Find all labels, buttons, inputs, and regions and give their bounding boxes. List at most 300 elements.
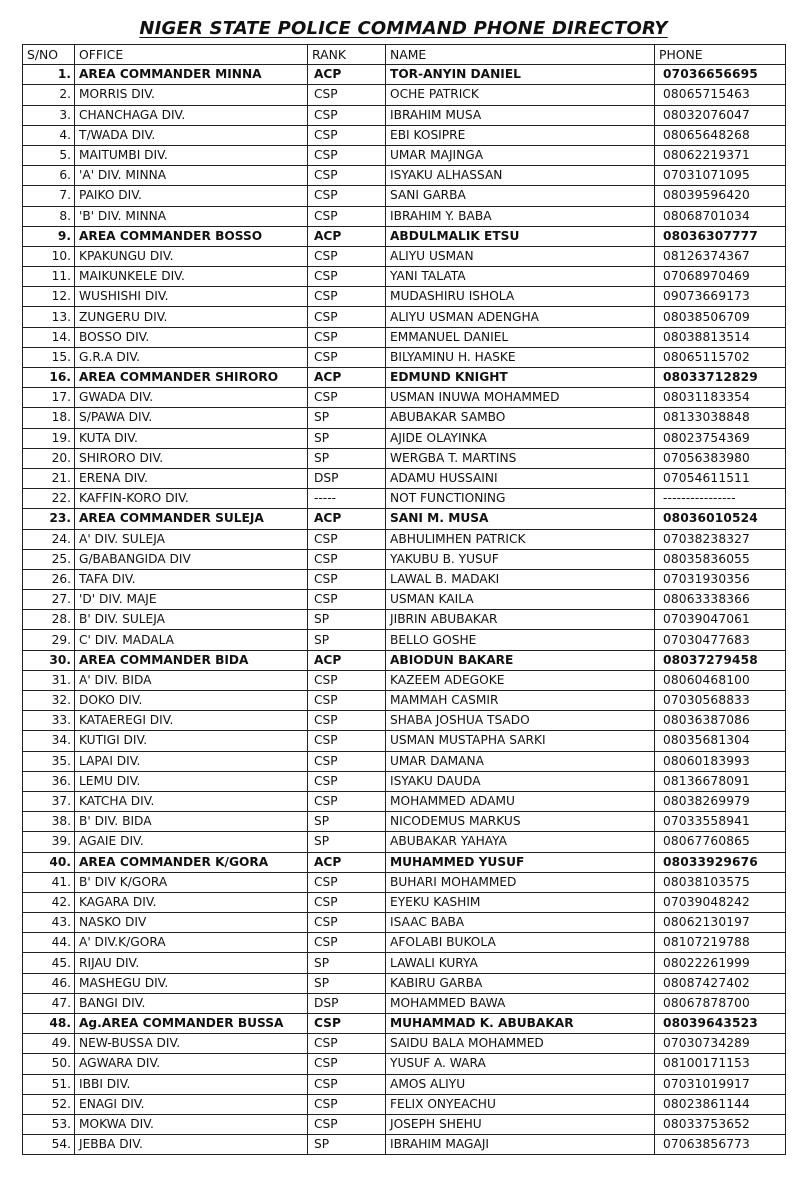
row-sno: 42. bbox=[23, 892, 75, 912]
row-rank: DSP bbox=[308, 993, 386, 1013]
row-rank: SP bbox=[308, 1135, 386, 1155]
row-phone: 08022261999 bbox=[655, 953, 786, 973]
row-phone: 07039048242 bbox=[655, 892, 786, 912]
row-sno: 3. bbox=[23, 105, 75, 125]
row-sno: 7. bbox=[23, 186, 75, 206]
row-rank: CSP bbox=[308, 1094, 386, 1114]
row-phone: 07030568833 bbox=[655, 691, 786, 711]
row-phone: 08060468100 bbox=[655, 670, 786, 690]
row-name: JOSEPH SHEHU bbox=[386, 1114, 655, 1134]
row-office: G/BABANGIDA DIV bbox=[75, 549, 308, 569]
row-sno: 45. bbox=[23, 953, 75, 973]
row-rank: CSP bbox=[308, 670, 386, 690]
row-rank: ACP bbox=[308, 226, 386, 246]
table-body bbox=[23, 65, 786, 1155]
table-row bbox=[23, 590, 786, 610]
row-rank: SP bbox=[308, 448, 386, 468]
row-phone: 08065648268 bbox=[655, 125, 786, 145]
table-row bbox=[23, 307, 786, 327]
row-rank: CSP bbox=[308, 913, 386, 933]
row-name: IBRAHIM MAGAJI bbox=[386, 1135, 655, 1155]
row-office: JEBBA DIV. bbox=[75, 1135, 308, 1155]
row-rank: CSP bbox=[308, 307, 386, 327]
row-rank: CSP bbox=[308, 933, 386, 953]
row-name: EMMANUEL DANIEL bbox=[386, 327, 655, 347]
row-name: EDMUND KNIGHT bbox=[386, 368, 655, 388]
row-sno: 35. bbox=[23, 751, 75, 771]
row-rank: CSP bbox=[308, 1114, 386, 1134]
table-row bbox=[23, 1054, 786, 1074]
row-name: EYEKU KASHIM bbox=[386, 892, 655, 912]
row-office: MOKWA DIV. bbox=[75, 1114, 308, 1134]
row-name: ADAMU HUSSAINI bbox=[386, 468, 655, 488]
row-phone: 08032076047 bbox=[655, 105, 786, 125]
row-name: OCHE PATRICK bbox=[386, 85, 655, 105]
row-phone: 07056383980 bbox=[655, 448, 786, 468]
row-sno: 39. bbox=[23, 832, 75, 852]
row-sno: 24. bbox=[23, 529, 75, 549]
row-sno: 29. bbox=[23, 630, 75, 650]
row-phone: 08023861144 bbox=[655, 1094, 786, 1114]
table-row bbox=[23, 327, 786, 347]
row-phone: 07039047061 bbox=[655, 610, 786, 630]
row-office: ERENA DIV. bbox=[75, 468, 308, 488]
row-rank: CSP bbox=[308, 267, 386, 287]
table-row bbox=[23, 1135, 786, 1155]
row-office: A' DIV.K/GORA bbox=[75, 933, 308, 953]
table-row bbox=[23, 388, 786, 408]
row-phone: 08035836055 bbox=[655, 549, 786, 569]
row-name: USMAN KAILA bbox=[386, 590, 655, 610]
row-phone: 08038506709 bbox=[655, 307, 786, 327]
row-name: KAZEEM ADEGOKE bbox=[386, 670, 655, 690]
table-row bbox=[23, 1094, 786, 1114]
table-row bbox=[23, 913, 786, 933]
row-rank: CSP bbox=[308, 1074, 386, 1094]
row-office: IBBI DIV. bbox=[75, 1074, 308, 1094]
row-office: C' DIV. MADALA bbox=[75, 630, 308, 650]
row-office: KAGARA DIV. bbox=[75, 892, 308, 912]
row-office: KPAKUNGU DIV. bbox=[75, 246, 308, 266]
row-rank: CSP bbox=[308, 791, 386, 811]
row-sno: 33. bbox=[23, 711, 75, 731]
row-rank: CSP bbox=[308, 125, 386, 145]
table-row bbox=[23, 933, 786, 953]
table-row bbox=[23, 1034, 786, 1054]
row-rank: CSP bbox=[308, 731, 386, 751]
row-sno: 43. bbox=[23, 913, 75, 933]
row-rank: CSP bbox=[308, 246, 386, 266]
row-rank: CSP bbox=[308, 529, 386, 549]
table-row bbox=[23, 670, 786, 690]
row-rank: CSP bbox=[308, 166, 386, 186]
table-row bbox=[23, 529, 786, 549]
table-row bbox=[23, 1074, 786, 1094]
row-phone: 08035681304 bbox=[655, 731, 786, 751]
row-name: USMAN INUWA MOHAMMED bbox=[386, 388, 655, 408]
row-rank: CSP bbox=[308, 347, 386, 367]
row-phone: 07033558941 bbox=[655, 812, 786, 832]
row-name: SANI M. MUSA bbox=[386, 509, 655, 529]
row-name: NOT FUNCTIONING bbox=[386, 489, 655, 509]
row-sno: 32. bbox=[23, 691, 75, 711]
table-row bbox=[23, 892, 786, 912]
table-row bbox=[23, 549, 786, 569]
row-sno: 26. bbox=[23, 569, 75, 589]
table-row bbox=[23, 368, 786, 388]
row-rank: SP bbox=[308, 832, 386, 852]
row-sno: 46. bbox=[23, 973, 75, 993]
row-phone: 07038238327 bbox=[655, 529, 786, 549]
table-row bbox=[23, 791, 786, 811]
row-sno: 47. bbox=[23, 993, 75, 1013]
row-office: AGWARA DIV. bbox=[75, 1054, 308, 1074]
row-sno: 22. bbox=[23, 489, 75, 509]
row-office: KUTIGI DIV. bbox=[75, 731, 308, 751]
row-sno: 19. bbox=[23, 428, 75, 448]
row-phone: 07030477683 bbox=[655, 630, 786, 650]
table-row bbox=[23, 166, 786, 186]
row-sno: 20. bbox=[23, 448, 75, 468]
row-sno: 12. bbox=[23, 287, 75, 307]
row-office: RIJAU DIV. bbox=[75, 953, 308, 973]
row-office: B' DIV. SULEJA bbox=[75, 610, 308, 630]
row-phone: 08033712829 bbox=[655, 368, 786, 388]
row-sno: 40. bbox=[23, 852, 75, 872]
header-office: OFFICE bbox=[75, 45, 308, 65]
page-title: NIGER STATE POLICE COMMAND PHONE DIRECTORY bbox=[139, 18, 668, 39]
row-sno: 54. bbox=[23, 1135, 75, 1155]
row-phone: 08033929676 bbox=[655, 852, 786, 872]
row-rank: SP bbox=[308, 428, 386, 448]
row-office: G.R.A DIV. bbox=[75, 347, 308, 367]
row-office: B' DIV K/GORA bbox=[75, 872, 308, 892]
row-phone: 08038269979 bbox=[655, 791, 786, 811]
row-office: KATCHA DIV. bbox=[75, 791, 308, 811]
table-row bbox=[23, 812, 786, 832]
row-name: NICODEMUS MARKUS bbox=[386, 812, 655, 832]
header-rank: RANK bbox=[308, 45, 386, 65]
row-rank: CSP bbox=[308, 691, 386, 711]
row-rank: CSP bbox=[308, 1054, 386, 1074]
table-row bbox=[23, 287, 786, 307]
row-sno: 16. bbox=[23, 368, 75, 388]
row-sno: 30. bbox=[23, 650, 75, 670]
row-phone: 08031183354 bbox=[655, 388, 786, 408]
row-office: 'D' DIV. MAJE bbox=[75, 590, 308, 610]
row-rank: SP bbox=[308, 610, 386, 630]
row-phone: 08062219371 bbox=[655, 145, 786, 165]
row-rank: CSP bbox=[308, 145, 386, 165]
row-name: SANI GARBA bbox=[386, 186, 655, 206]
table-row bbox=[23, 186, 786, 206]
row-office: GWADA DIV. bbox=[75, 388, 308, 408]
row-phone: 08036387086 bbox=[655, 711, 786, 731]
row-phone: 07036656695 bbox=[655, 65, 786, 85]
row-sno: 15. bbox=[23, 347, 75, 367]
row-phone: 07031019917 bbox=[655, 1074, 786, 1094]
row-office: NASKO DIV bbox=[75, 913, 308, 933]
row-sno: 27. bbox=[23, 590, 75, 610]
row-name: MOHAMMED BAWA bbox=[386, 993, 655, 1013]
table-row bbox=[23, 468, 786, 488]
row-name: FELIX ONYEACHU bbox=[386, 1094, 655, 1114]
row-sno: 6. bbox=[23, 166, 75, 186]
row-rank: CSP bbox=[308, 549, 386, 569]
row-name: LAWAL B. MADAKI bbox=[386, 569, 655, 589]
row-sno: 8. bbox=[23, 206, 75, 226]
row-office: NEW-BUSSA DIV. bbox=[75, 1034, 308, 1054]
row-name: MUDASHIRU ISHOLA bbox=[386, 287, 655, 307]
table-row bbox=[23, 347, 786, 367]
row-sno: 28. bbox=[23, 610, 75, 630]
row-phone: 08036307777 bbox=[655, 226, 786, 246]
row-rank: CSP bbox=[308, 1034, 386, 1054]
row-name: AFOLABI BUKOLA bbox=[386, 933, 655, 953]
row-rank: SP bbox=[308, 630, 386, 650]
row-sno: 50. bbox=[23, 1054, 75, 1074]
row-office: 'A' DIV. MINNA bbox=[75, 166, 308, 186]
row-name: MUHAMMED YUSUF bbox=[386, 852, 655, 872]
row-name: ALIYU USMAN bbox=[386, 246, 655, 266]
row-name: YUSUF A. WARA bbox=[386, 1054, 655, 1074]
row-name: LAWALI KURYA bbox=[386, 953, 655, 973]
row-office: PAIKO DIV. bbox=[75, 186, 308, 206]
row-office: AREA COMMANDER MINNA bbox=[75, 65, 308, 85]
table-row bbox=[23, 226, 786, 246]
row-name: USMAN MUSTAPHA SARKI bbox=[386, 731, 655, 751]
row-name: IBRAHIM Y. BABA bbox=[386, 206, 655, 226]
row-sno: 52. bbox=[23, 1094, 75, 1114]
row-phone: 08037279458 bbox=[655, 650, 786, 670]
row-office: B' DIV. BIDA bbox=[75, 812, 308, 832]
row-rank: SP bbox=[308, 953, 386, 973]
row-phone: ---------------- bbox=[655, 489, 786, 509]
row-sno: 48. bbox=[23, 1014, 75, 1034]
table-row bbox=[23, 428, 786, 448]
row-rank: CSP bbox=[308, 1014, 386, 1034]
row-rank: CSP bbox=[308, 569, 386, 589]
table-row bbox=[23, 509, 786, 529]
row-rank: ----- bbox=[308, 489, 386, 509]
row-office: KAFFIN-KORO DIV. bbox=[75, 489, 308, 509]
table-row bbox=[23, 569, 786, 589]
row-sno: 21. bbox=[23, 468, 75, 488]
row-rank: CSP bbox=[308, 287, 386, 307]
row-phone: 08063338366 bbox=[655, 590, 786, 610]
table-row bbox=[23, 65, 786, 85]
row-office: AREA COMMANDER BIDA bbox=[75, 650, 308, 670]
row-office: S/PAWA DIV. bbox=[75, 408, 308, 428]
row-name: BELLO GOSHE bbox=[386, 630, 655, 650]
row-phone: 08038813514 bbox=[655, 327, 786, 347]
row-rank: CSP bbox=[308, 206, 386, 226]
row-name: YAKUBU B. YUSUF bbox=[386, 549, 655, 569]
row-phone: 07031930356 bbox=[655, 569, 786, 589]
table-row bbox=[23, 448, 786, 468]
row-office: A' DIV. SULEJA bbox=[75, 529, 308, 549]
header-sno: S/NO bbox=[23, 45, 75, 65]
row-office: T/WADA DIV. bbox=[75, 125, 308, 145]
row-phone: 08023754369 bbox=[655, 428, 786, 448]
table-row bbox=[23, 872, 786, 892]
row-office: ZUNGERU DIV. bbox=[75, 307, 308, 327]
header-row bbox=[23, 45, 786, 65]
row-phone: 08038103575 bbox=[655, 872, 786, 892]
row-office: 'B' DIV. MINNA bbox=[75, 206, 308, 226]
row-name: BUHARI MOHAMMED bbox=[386, 872, 655, 892]
row-phone: 08100171153 bbox=[655, 1054, 786, 1074]
row-name: ALIYU USMAN ADENGHA bbox=[386, 307, 655, 327]
row-sno: 38. bbox=[23, 812, 75, 832]
row-sno: 51. bbox=[23, 1074, 75, 1094]
row-name: ABUBAKAR YAHAYA bbox=[386, 832, 655, 852]
table-row bbox=[23, 1014, 786, 1034]
table-row bbox=[23, 852, 786, 872]
row-phone: 08036010524 bbox=[655, 509, 786, 529]
row-name: KABIRU GARBA bbox=[386, 973, 655, 993]
row-phone: 07030734289 bbox=[655, 1034, 786, 1054]
row-phone: 07068970469 bbox=[655, 267, 786, 287]
table-row bbox=[23, 711, 786, 731]
table-row bbox=[23, 751, 786, 771]
row-office: AREA COMMANDER K/GORA bbox=[75, 852, 308, 872]
row-sno: 4. bbox=[23, 125, 75, 145]
row-office: Ag.AREA COMMANDER BUSSA bbox=[75, 1014, 308, 1034]
row-rank: CSP bbox=[308, 711, 386, 731]
row-office: MORRIS DIV. bbox=[75, 85, 308, 105]
row-rank: CSP bbox=[308, 892, 386, 912]
row-office: ENAGI DIV. bbox=[75, 1094, 308, 1114]
row-office: AREA COMMANDER SHIRORO bbox=[75, 368, 308, 388]
row-phone: 09073669173 bbox=[655, 287, 786, 307]
row-office: BANGI DIV. bbox=[75, 993, 308, 1013]
row-rank: CSP bbox=[308, 590, 386, 610]
row-name: SHABA JOSHUA TSADO bbox=[386, 711, 655, 731]
row-office: MAITUMBI DIV. bbox=[75, 145, 308, 165]
table-row bbox=[23, 650, 786, 670]
row-name: MOHAMMED ADAMU bbox=[386, 791, 655, 811]
row-sno: 2. bbox=[23, 85, 75, 105]
row-sno: 36. bbox=[23, 771, 75, 791]
row-sno: 5. bbox=[23, 145, 75, 165]
table-row bbox=[23, 85, 786, 105]
row-phone: 07054611511 bbox=[655, 468, 786, 488]
row-name: EBI KOSIPRE bbox=[386, 125, 655, 145]
row-sno: 10. bbox=[23, 246, 75, 266]
row-sno: 1. bbox=[23, 65, 75, 85]
table-row bbox=[23, 610, 786, 630]
table-row bbox=[23, 105, 786, 125]
row-name: TOR-ANYIN DANIEL bbox=[386, 65, 655, 85]
row-name: MUHAMMAD K. ABUBAKAR bbox=[386, 1014, 655, 1034]
row-name: ISYAKU DAUDA bbox=[386, 771, 655, 791]
row-office: MASHEGU DIV. bbox=[75, 973, 308, 993]
row-name: ABUBAKAR SAMBO bbox=[386, 408, 655, 428]
row-office: DOKO DIV. bbox=[75, 691, 308, 711]
table-row bbox=[23, 125, 786, 145]
row-rank: CSP bbox=[308, 186, 386, 206]
row-phone: 08067760865 bbox=[655, 832, 786, 852]
row-name: SAIDU BALA MOHAMMED bbox=[386, 1034, 655, 1054]
row-phone: 07031071095 bbox=[655, 166, 786, 186]
row-rank: SP bbox=[308, 973, 386, 993]
row-name: ISYAKU ALHASSAN bbox=[386, 166, 655, 186]
row-rank: CSP bbox=[308, 327, 386, 347]
row-phone: 08033753652 bbox=[655, 1114, 786, 1134]
row-phone: 08136678091 bbox=[655, 771, 786, 791]
row-rank: CSP bbox=[308, 771, 386, 791]
row-rank: CSP bbox=[308, 872, 386, 892]
table-row bbox=[23, 408, 786, 428]
row-sno: 9. bbox=[23, 226, 75, 246]
row-name: UMAR MAJINGA bbox=[386, 145, 655, 165]
row-rank: SP bbox=[308, 408, 386, 428]
row-name: ABDULMALIK ETSU bbox=[386, 226, 655, 246]
row-rank: DSP bbox=[308, 468, 386, 488]
table-row bbox=[23, 973, 786, 993]
row-name: AMOS ALIYU bbox=[386, 1074, 655, 1094]
row-phone: 08060183993 bbox=[655, 751, 786, 771]
table-row bbox=[23, 691, 786, 711]
row-office: LAPAI DIV. bbox=[75, 751, 308, 771]
table-row bbox=[23, 206, 786, 226]
table-row bbox=[23, 953, 786, 973]
row-phone: 07063856773 bbox=[655, 1135, 786, 1155]
row-phone: 08068701034 bbox=[655, 206, 786, 226]
row-office: SHIRORO DIV. bbox=[75, 448, 308, 468]
row-sno: 31. bbox=[23, 670, 75, 690]
row-name: ABHULIMHEN PATRICK bbox=[386, 529, 655, 549]
row-office: AREA COMMANDER SULEJA bbox=[75, 509, 308, 529]
table-row bbox=[23, 1114, 786, 1134]
row-phone: 08133038848 bbox=[655, 408, 786, 428]
table-row bbox=[23, 731, 786, 751]
header-phone: PHONE bbox=[655, 45, 786, 65]
row-name: WERGBA T. MARTINS bbox=[386, 448, 655, 468]
table-row bbox=[23, 246, 786, 266]
row-office: AREA COMMANDER BOSSO bbox=[75, 226, 308, 246]
row-sno: 17. bbox=[23, 388, 75, 408]
row-name: JIBRIN ABUBAKAR bbox=[386, 610, 655, 630]
row-sno: 41. bbox=[23, 872, 75, 892]
row-office: KUTA DIV. bbox=[75, 428, 308, 448]
table-row bbox=[23, 267, 786, 287]
row-office: LEMU DIV. bbox=[75, 771, 308, 791]
row-office: A' DIV. BIDA bbox=[75, 670, 308, 690]
row-sno: 14. bbox=[23, 327, 75, 347]
row-sno: 44. bbox=[23, 933, 75, 953]
row-sno: 49. bbox=[23, 1034, 75, 1054]
row-phone: 08107219788 bbox=[655, 933, 786, 953]
row-phone: 08065115702 bbox=[655, 347, 786, 367]
row-office: KATAEREGI DIV. bbox=[75, 711, 308, 731]
row-name: ABIODUN BAKARE bbox=[386, 650, 655, 670]
row-name: AJIDE OLAYINKA bbox=[386, 428, 655, 448]
row-sno: 34. bbox=[23, 731, 75, 751]
row-name: MAMMAH CASMIR bbox=[386, 691, 655, 711]
row-rank: ACP bbox=[308, 650, 386, 670]
row-office: BOSSO DIV. bbox=[75, 327, 308, 347]
row-office: TAFA DIV. bbox=[75, 569, 308, 589]
row-phone: 08062130197 bbox=[655, 913, 786, 933]
table-row bbox=[23, 771, 786, 791]
row-rank: ACP bbox=[308, 509, 386, 529]
table-row bbox=[23, 630, 786, 650]
header-name: NAME bbox=[386, 45, 655, 65]
row-sno: 23. bbox=[23, 509, 75, 529]
table-row bbox=[23, 832, 786, 852]
